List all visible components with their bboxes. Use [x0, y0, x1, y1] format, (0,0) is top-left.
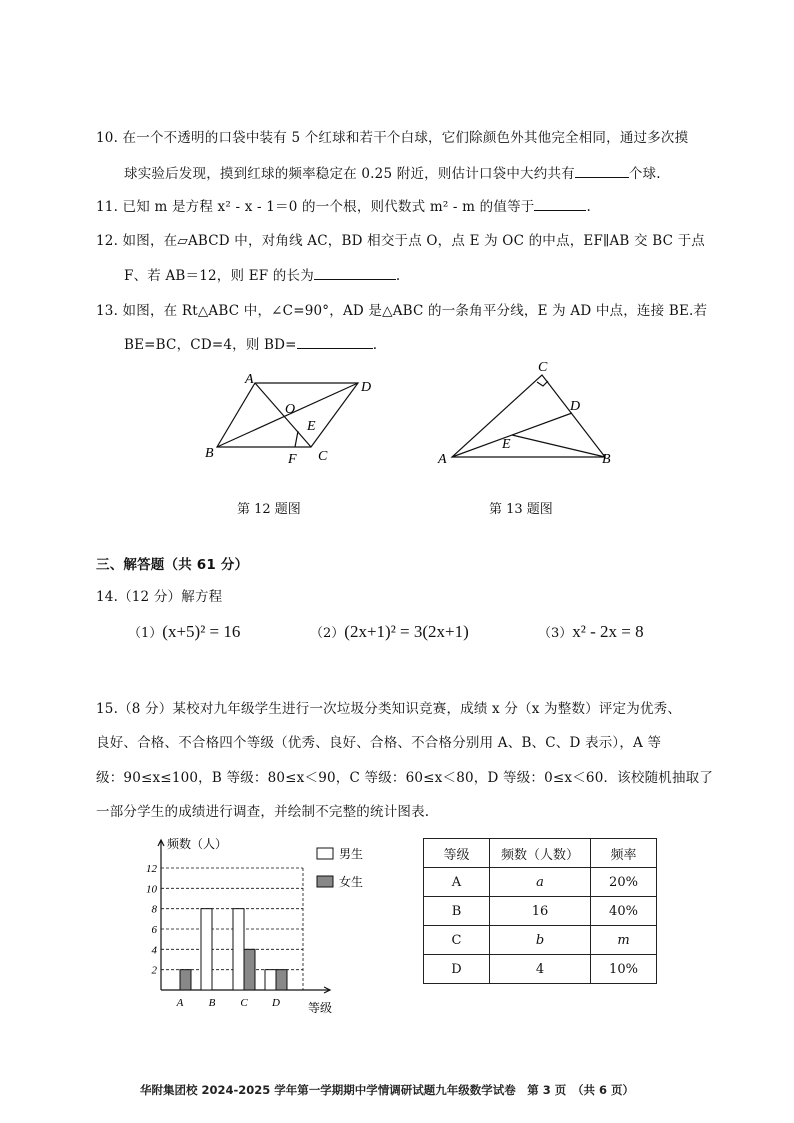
q15-line3: 级：90≤x≤100，B 等级：80≤x＜90，C 等级：60≤x＜80，D 等级：0≤x＜60．该校随机抽取了 — [96, 770, 714, 786]
frequency-table — [423, 838, 657, 984]
q11-answer-blank — [534, 198, 586, 211]
label-a: A — [438, 452, 447, 467]
table-cell: B — [424, 897, 490, 926]
figure-13 — [430, 355, 620, 470]
q15-line1: 15.（8 分）某校对九年级学生进行一次垃圾分类知识竞赛，成绩 x 分（x 为整数）评定为优秀、 — [96, 701, 682, 717]
table-cell: 20% — [591, 868, 657, 897]
q13-answer-blank — [297, 336, 373, 349]
table-header: 频数（人数） — [490, 839, 591, 868]
triangle-abc — [452, 375, 605, 457]
table-cell: A — [424, 868, 490, 897]
q10-answer-blank — [575, 165, 629, 178]
x-tick-label: A — [176, 997, 184, 1009]
table-cell: C — [424, 926, 490, 955]
q12-tail: . — [395, 268, 401, 284]
q12-answer-blank — [314, 267, 396, 280]
y-tick-label: 2 — [151, 964, 157, 977]
table-cell: 4 — [490, 955, 591, 984]
q10-tail: 个球. — [628, 166, 661, 182]
q13-line1: 13. 如图，在 Rt△ABC 中，∠C=90°，AD 是△ABC 的一条角平分线，E 为 AD 中点，连接 BE.若 — [96, 303, 708, 319]
x-tick-label: C — [240, 997, 248, 1009]
table-cell-var: a — [536, 874, 544, 890]
label-d: D — [570, 399, 581, 414]
label-b: B — [205, 446, 214, 461]
table-cell — [490, 868, 591, 897]
table-cell: 40% — [591, 897, 657, 926]
q12-text: F、若 AB＝12，则 EF 的长为 — [124, 268, 314, 284]
table-row — [424, 926, 657, 955]
q14-eq1 — [128, 622, 240, 642]
table-cell — [490, 926, 591, 955]
label-f: F — [288, 452, 297, 467]
q14-eq1-number: （1） — [128, 626, 163, 641]
q11-text: 11. 已知 m 是方程 x² - x - 1＝0 的一个根，则代数式 m² - m 的值等于 — [96, 199, 535, 215]
q14-eq1-expr: (x+5)² = 16 — [162, 622, 241, 641]
table-cell-var: m — [617, 932, 630, 948]
right-angle-mark — [537, 381, 548, 386]
q12-line1: 12. 如图，在▱ABCD 中，对角线 AC，BD 相交于点 O，点 E 为 OC 的中点，EF∥AB 交 BC 于点 — [96, 233, 705, 249]
q14-eq2-expr: (2x+1)² = 3(2x+1) — [344, 622, 469, 641]
table-row — [424, 955, 657, 984]
x-tick-label: D — [272, 997, 280, 1009]
section-3-heading: 三、解答题（共 61 分） — [96, 557, 249, 573]
label-c: C — [538, 360, 548, 375]
segment-ef — [295, 431, 298, 447]
q10-line2 — [124, 162, 661, 182]
q11-tail: . — [586, 199, 591, 215]
bar-female — [276, 970, 287, 990]
bar-chart — [125, 828, 400, 1018]
table-row — [424, 868, 657, 897]
legend-label: 男生 — [339, 847, 364, 861]
figure-12-caption: 第 12 题图 — [237, 502, 301, 517]
legend-swatch-female — [317, 876, 333, 887]
table-cell: 16 — [490, 897, 591, 926]
legend-label: 女生 — [339, 875, 364, 889]
table-cell — [591, 926, 657, 955]
q13-line2 — [124, 333, 377, 353]
label-c: C — [318, 449, 328, 464]
label-e: E — [307, 419, 316, 434]
q15-line4: 一部分学生的成绩进行调查，并绘制不完整的统计图表. — [96, 804, 430, 820]
table-row — [424, 897, 657, 926]
q13-text: BE=BC，CD=4，则 BD= — [124, 337, 297, 353]
bar-female — [180, 970, 191, 990]
q11-line — [96, 195, 591, 215]
figure-12 — [195, 365, 385, 475]
legend-swatch-male — [317, 848, 333, 859]
table-header: 频率 — [591, 839, 657, 868]
y-tick-label: 12 — [146, 863, 157, 875]
y-tick-label: 6 — [151, 924, 157, 936]
q10-text: 球实验后发现，摸到红球的频率稳定在 0.25 附近，则估计口袋中大约共有 — [124, 166, 575, 182]
q14-eq3 — [538, 622, 644, 642]
q13-tail: . — [372, 337, 378, 353]
bar-female — [244, 949, 255, 990]
label-a: A — [245, 372, 254, 387]
q14-eq3-number: （3） — [538, 626, 573, 641]
page-footer: 华附集团校 2024-2025 学年第一学期期中学情调研试题九年级数学试卷 第 3 页 （共 6 页） — [140, 1083, 635, 1097]
q14-eq3-expr: x² - 2x = 8 — [572, 622, 644, 641]
label-o: O — [285, 402, 296, 417]
bar-male — [265, 970, 276, 990]
q14-eq2 — [310, 622, 469, 642]
table-header: 等级 — [424, 839, 490, 868]
q15-line2: 良好、合格、不合格四个等级（优秀、良好、合格、不合格分别用 A、B、C、D 表示），A 等 — [96, 735, 662, 751]
q14-title: 14.（12 分）解方程 — [96, 589, 223, 605]
table-cell: D — [424, 955, 490, 984]
y-tick-label: 8 — [151, 903, 157, 916]
table-cell-var: b — [535, 932, 545, 948]
diagonal-ac — [255, 383, 311, 447]
x-axis-label: 等级 — [308, 1001, 333, 1015]
y-tick-label: 4 — [151, 944, 157, 957]
bar-male — [233, 909, 244, 990]
figure-13-caption: 第 13 题图 — [489, 502, 553, 517]
label-b: B — [602, 452, 611, 467]
q12-line2 — [124, 264, 400, 284]
x-tick-label: B — [208, 997, 216, 1009]
label-e: E — [502, 437, 511, 452]
q10-line1: 10. 在一个不透明的口袋中装有 5 个红球和若干个白球，它们除颜色外其他完全相同，通过多次摸 — [96, 130, 689, 146]
label-d: D — [361, 380, 372, 395]
table-cell: 10% — [591, 955, 657, 984]
y-tick-label: 10 — [146, 883, 157, 896]
y-axis-label: 频数（人） — [167, 837, 228, 851]
bar-male — [201, 909, 212, 990]
table-header-row — [424, 839, 657, 868]
q14-eq2-number: （2） — [310, 626, 345, 641]
